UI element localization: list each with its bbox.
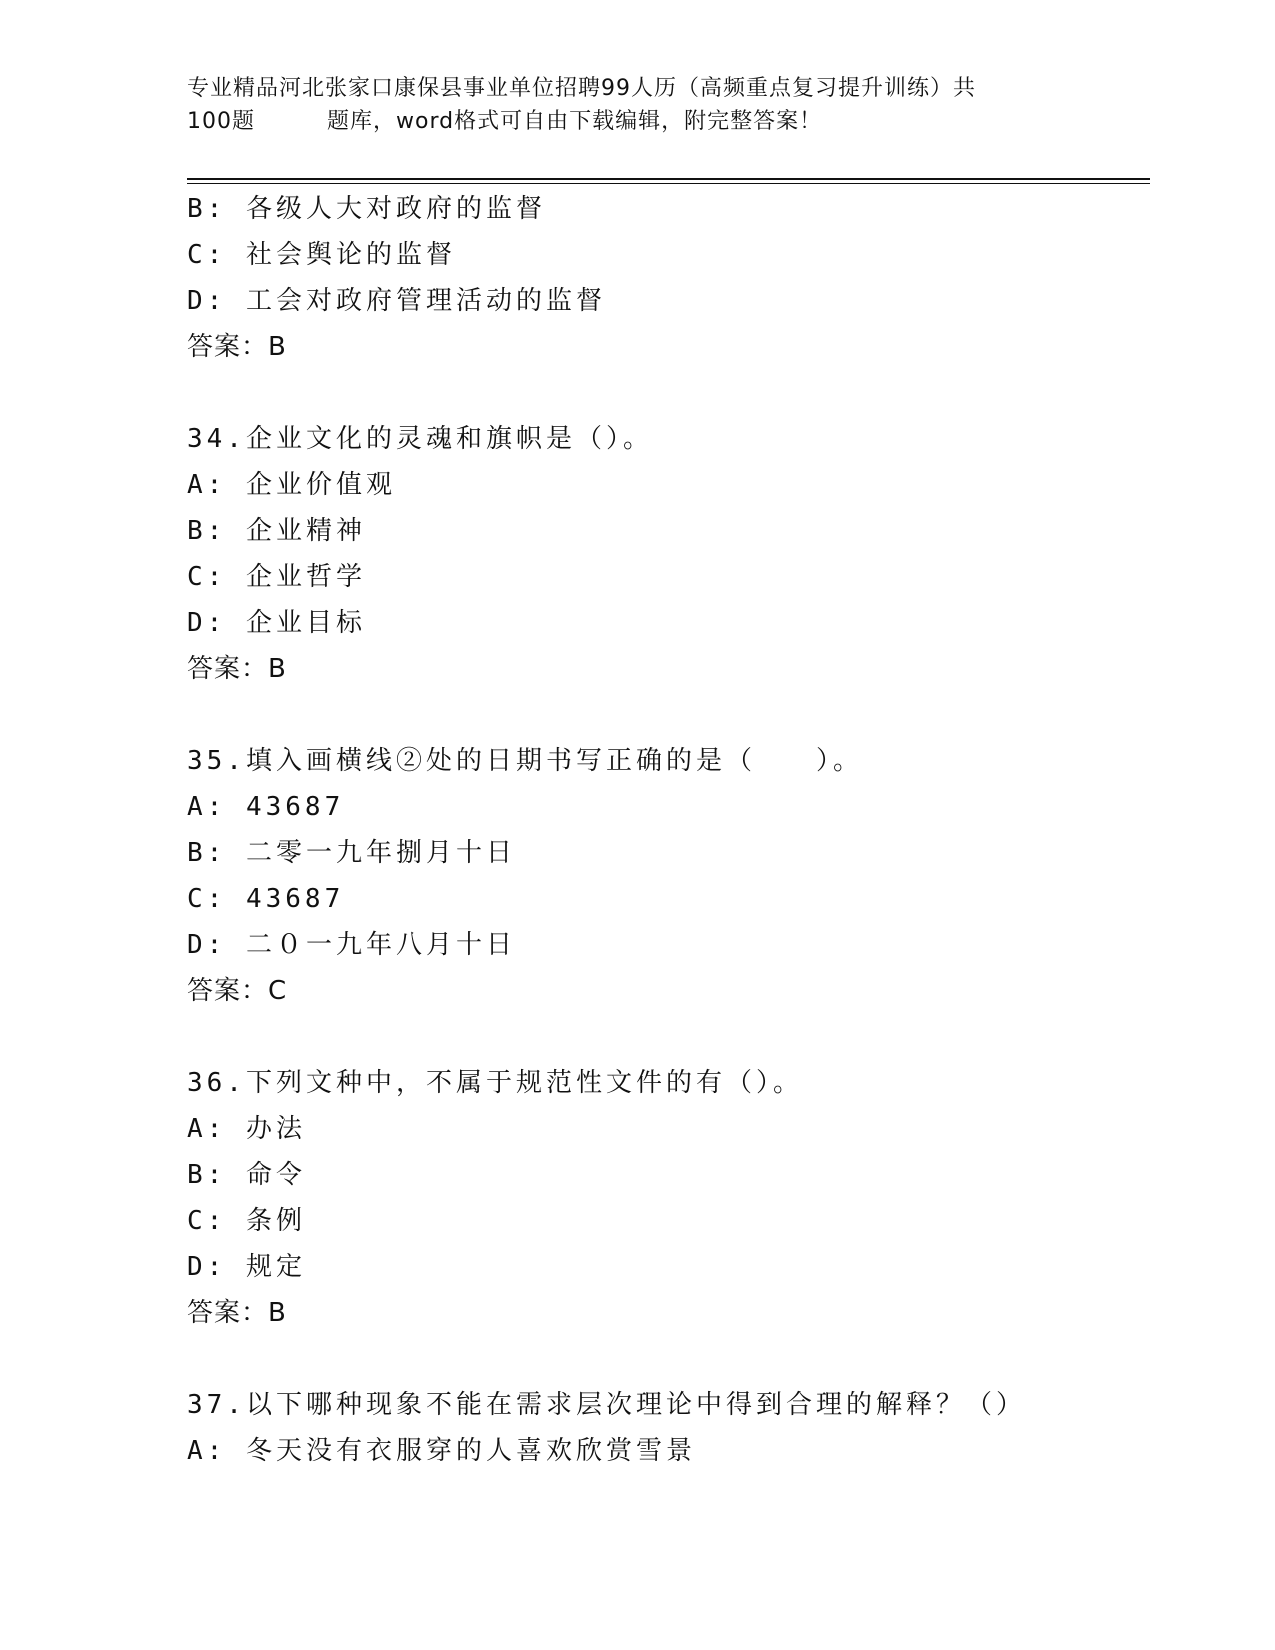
option-c: C: 社会舆论的监督 bbox=[187, 240, 456, 270]
question-stem: 35.填入画横线②处的日期书写正确的是（ ）。 bbox=[187, 746, 863, 776]
document-header bbox=[187, 72, 1087, 138]
answer: 答案：B bbox=[187, 332, 287, 362]
spacer bbox=[187, 370, 1150, 416]
header-question-count: 100题 bbox=[187, 109, 255, 134]
option-c: C: 条例 bbox=[187, 1206, 306, 1236]
option-b: B: 二零一九年捌月十日 bbox=[187, 838, 516, 868]
option-a: A: 办法 bbox=[187, 1114, 306, 1144]
header-title-line-2 bbox=[187, 105, 1087, 138]
header-rule-thin bbox=[187, 183, 1150, 184]
answer: 答案：C bbox=[187, 976, 288, 1006]
question-list bbox=[187, 186, 1150, 1474]
answer: 答案：B bbox=[187, 1298, 287, 1328]
question-35 bbox=[187, 738, 1150, 1014]
option-c: C: 43687 bbox=[187, 884, 345, 914]
spacer bbox=[187, 692, 1150, 738]
question-stem: 36.下列文种中，不属于规范性文件的有（）。 bbox=[187, 1068, 803, 1098]
option-b: B: 命令 bbox=[187, 1160, 306, 1190]
question-34 bbox=[187, 416, 1150, 692]
header-title-line-1: 专业精品河北张家口康保县事业单位招聘99人历（高频重点复习提升训练）共 bbox=[187, 76, 976, 101]
question-stem: 34.企业文化的灵魂和旗帜是（）。 bbox=[187, 424, 653, 454]
option-a: A: 企业价值观 bbox=[187, 470, 396, 500]
header-description: 题库，word格式可自由下载编辑，附完整答案！ bbox=[327, 109, 823, 134]
option-a: A: 冬天没有衣服穿的人喜欢欣赏雪景 bbox=[187, 1436, 696, 1466]
spacer bbox=[187, 1336, 1150, 1382]
option-a: A: 43687 bbox=[187, 792, 345, 822]
option-d: D: 规定 bbox=[187, 1252, 306, 1282]
option-b: B: 各级人大对政府的监督 bbox=[187, 194, 546, 224]
option-d: D: 工会对政府管理活动的监督 bbox=[187, 286, 606, 316]
option-d: D: 企业目标 bbox=[187, 608, 366, 638]
option-d: D: 二０一九年八月十日 bbox=[187, 930, 516, 960]
spacer bbox=[187, 1014, 1150, 1060]
option-b: B: 企业精神 bbox=[187, 516, 366, 546]
answer: 答案：B bbox=[187, 654, 287, 684]
header-rule-thick bbox=[187, 178, 1150, 180]
option-c: C: 企业哲学 bbox=[187, 562, 366, 592]
question-37 bbox=[187, 1382, 1150, 1474]
question-stem: 37.以下哪种现象不能在需求层次理论中得到合理的解释？（） bbox=[187, 1390, 1026, 1420]
question-33-tail bbox=[187, 186, 1150, 370]
question-36 bbox=[187, 1060, 1150, 1336]
